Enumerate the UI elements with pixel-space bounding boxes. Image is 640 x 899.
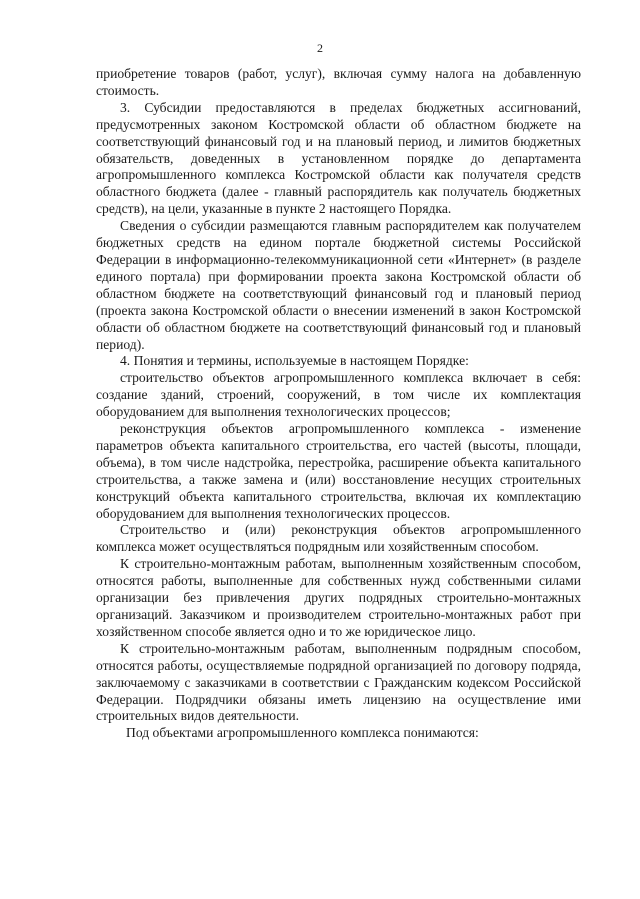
paragraph-6: реконструкция объектов агропромышленного комплекса - изменение параметров объекта капитального строительства, его частей (высоты, площади, объема), в том числе надстройка, перестройка, расширение объекта капитального строительства, а также замена и (или) восстановление несущих строительных конструкций объекта капитального строительства, включая их комплектацию оборудованием для выполнения технологических процессов. xyxy=(96,421,581,521)
paragraph-1: приобретение товаров (работ, услуг), включая сумму налога на добавленную стоимость. xyxy=(96,66,581,98)
paragraph-10: Под объектами агропромышленного комплекса понимаются: xyxy=(126,725,479,741)
paragraph-4: 4. Понятия и термины, используемые в настоящем Порядке: xyxy=(120,353,469,369)
page-number: 2 xyxy=(317,41,323,55)
document-body xyxy=(96,66,581,742)
paragraph-7: Строительство и (или) реконструкция объектов агропромышленного комплекса может осуществляться подрядным или хозяйственным способом. xyxy=(96,522,581,555)
paragraph-2: 3. Субсидии предоставляются в пределах бюджетных ассигнований, предусмотренных законом Костромской области об областном бюджете на соответствующий финансовый год и на плановый период, и лимитов бюджетных обязательств, доведенных в установленном порядке до департамента агропромышленного комплекса Костромской области как получателя средств областного бюджета (далее - главный распорядитель как получатель бюджетных средств), на цели, указанные в пункте 2 настоящего Порядка. xyxy=(96,99,581,217)
paragraph-3: Сведения о субсидии размещаются главным распорядителем как получателем бюджетных средств на едином портале бюджетной системы Российской Федерации в информационно-телекоммуникационной сети «Интернет» (в разделе единого портала) при формировании проекта закона Костромской области об областном бюджете на соответствующий финансовый год и плановый период (проекта закона Костромской области о внесении изменений в закон Костромской области об областном бюджете на соответствующий финансовый год и плановый период). xyxy=(96,218,581,352)
paragraph-5: строительство объектов агропромышленного комплекса включает в себя: создание зданий, строений, сооружений, в том числе их комплектация оборудованием для выполнения технологических процессов; xyxy=(96,370,581,420)
paragraph-8: К строительно-монтажным работам, выполненным хозяйственным способом, относятся работы, выполненные для собственных нужд собственными силами организации без привлечения других подрядных строительно-монтажных организаций. Заказчиком и производителем строительно-монтажных работ при хозяйственном способе является одно и то же юридическое лицо. xyxy=(96,556,581,639)
paragraph-9: К строительно-монтажным работам, выполненным подрядным способом, относятся работы, осуществляемые подрядной организацией по договору подряда, заключаемому с заказчиками в соответствии с Гражданским кодексом Российской Федерации. Подрядчики обязаны иметь лицензию на осуществление ими строительных видов деятельности. xyxy=(96,640,581,724)
